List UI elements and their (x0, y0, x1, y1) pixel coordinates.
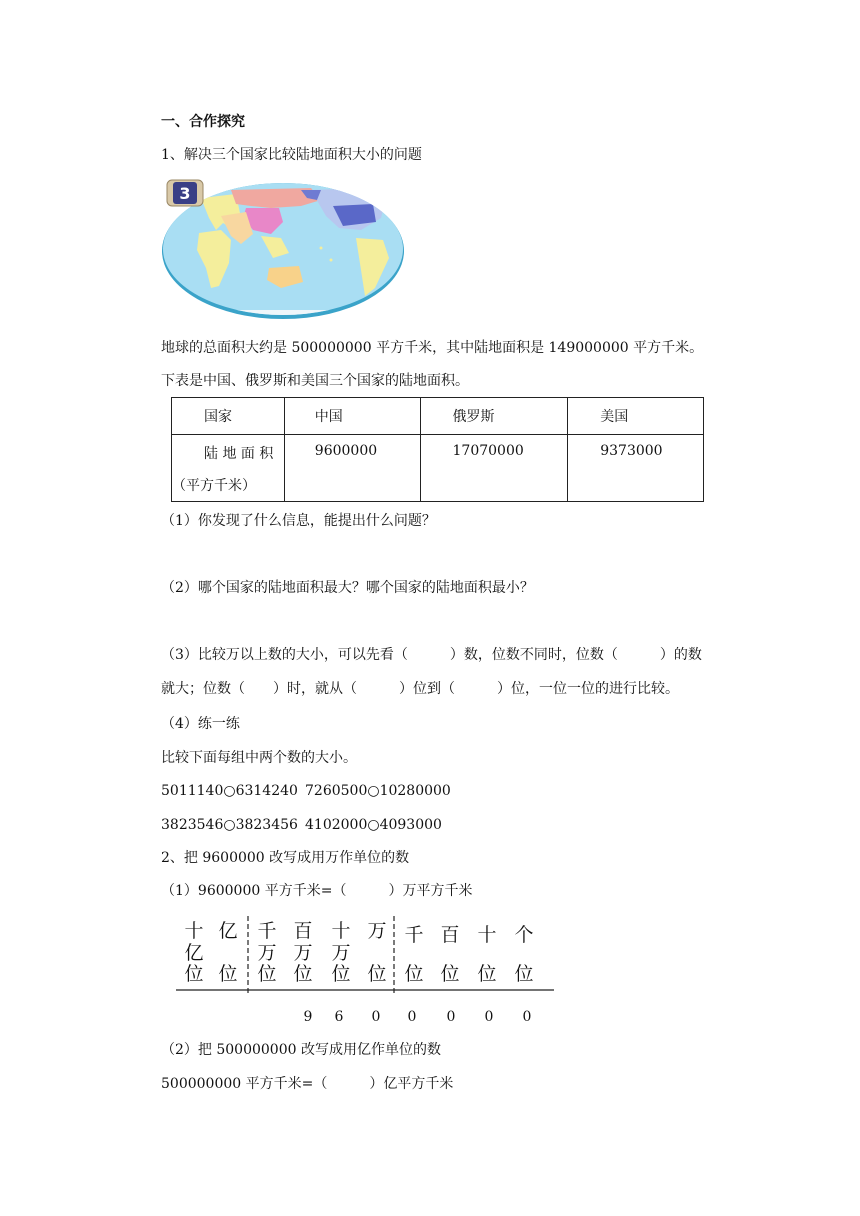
map-badge-number: 3 (179, 184, 191, 203)
place-char: 位 (514, 963, 534, 985)
question-1-title: 1、解决三个国家比较陆地面积大小的问题 (161, 147, 422, 163)
sub-question-3-line-2: 就大；位数（ ）时，就从（ ）位到（ ）位，一位一位的进行比较。 (161, 681, 679, 697)
place-digit: 0 (522, 1009, 532, 1025)
world-map-image (161, 178, 406, 320)
place-char: 万 (293, 942, 313, 964)
question-2-title: 2、把 9600000 改写成用万作单位的数 (161, 850, 410, 866)
table-header-row (172, 398, 704, 435)
place-char: 位 (367, 963, 387, 985)
place-char: 位 (184, 963, 204, 985)
place-digit: 0 (407, 1009, 417, 1025)
place-char: 位 (331, 963, 351, 985)
compare-item: 7260500○10280000 (305, 783, 451, 799)
place-char: 个 (514, 924, 534, 946)
value-china: 9600000 (314, 443, 378, 459)
compare-intro: 比较下面每组中两个数的大小。 (161, 750, 357, 766)
compare-item: 3823546○3823456 (161, 817, 298, 833)
row-label-unit: （平方千米） (172, 478, 256, 494)
place-char: 百 (440, 924, 460, 946)
sub-question-1: （1）你发现了什么信息，能提出什么问题？ (161, 513, 436, 529)
place-char: 十 (331, 920, 351, 942)
table-row-land-area (172, 435, 704, 502)
value-russia: 17070000 (452, 443, 524, 459)
section-title: 一、合作探究 (161, 114, 245, 130)
table-header-china: 中国 (314, 409, 343, 425)
land-area-table (171, 397, 704, 502)
table-header-country: 国家 (204, 409, 232, 425)
question-2-sub-1: （1）9600000 平方千米=（ ）万平方千米 (161, 883, 473, 899)
place-char: 亿 (184, 942, 204, 964)
place-char: 位 (477, 963, 497, 985)
question-2-sub-2: （2）把 500000000 改写成用亿作单位的数 (161, 1042, 441, 1058)
place-char: 位 (218, 963, 238, 985)
compare-item: 5011140○6314240 (161, 783, 298, 799)
place-digit: 0 (446, 1009, 456, 1025)
place-char: 位 (404, 963, 424, 985)
place-char: 万 (367, 920, 387, 942)
place-char: 位 (293, 963, 313, 985)
place-digit: 0 (371, 1009, 381, 1025)
compare-item: 4102000○4093000 (305, 817, 442, 833)
place-char: 十 (184, 920, 204, 942)
sub-question-4: （4）练一练 (161, 716, 240, 732)
place-char: 亿 (218, 920, 238, 942)
place-digit: 6 (334, 1009, 344, 1025)
row-label-land-area: 陆 地 面 积 (204, 446, 274, 462)
place-digit: 0 (484, 1009, 494, 1025)
place-digit: 9 (303, 1009, 313, 1025)
place-char: 万 (257, 942, 277, 964)
value-usa: 9373000 (600, 443, 663, 459)
question-2-sub-2-answer: 500000000 平方千米=（ ）亿平方千米 (161, 1076, 454, 1092)
place-char: 十 (477, 924, 497, 946)
sub-question-3-line-1: （3）比较万以上数的大小，可以先看（ ）数，位数不同时，位数（ ）的数 (161, 647, 702, 663)
sub-question-2: （2）哪个国家的陆地面积最大？哪个国家的陆地面积最小？ (161, 580, 534, 596)
table-header-russia: 俄罗斯 (452, 409, 495, 425)
place-char: 位 (257, 963, 277, 985)
place-char: 位 (440, 963, 460, 985)
paragraph-total-area: 地球的总面积大约是 500000000 平方千米，其中陆地面积是 149000000 平方千米。 (161, 340, 704, 356)
place-char: 百 (293, 920, 313, 942)
table-header-usa: 美国 (600, 409, 629, 425)
place-char: 千 (257, 920, 277, 942)
place-char: 万 (331, 942, 351, 964)
paragraph-table-intro: 下表是中国、俄罗斯和美国三个国家的陆地面积。 (161, 373, 469, 389)
place-char: 千 (404, 924, 424, 946)
